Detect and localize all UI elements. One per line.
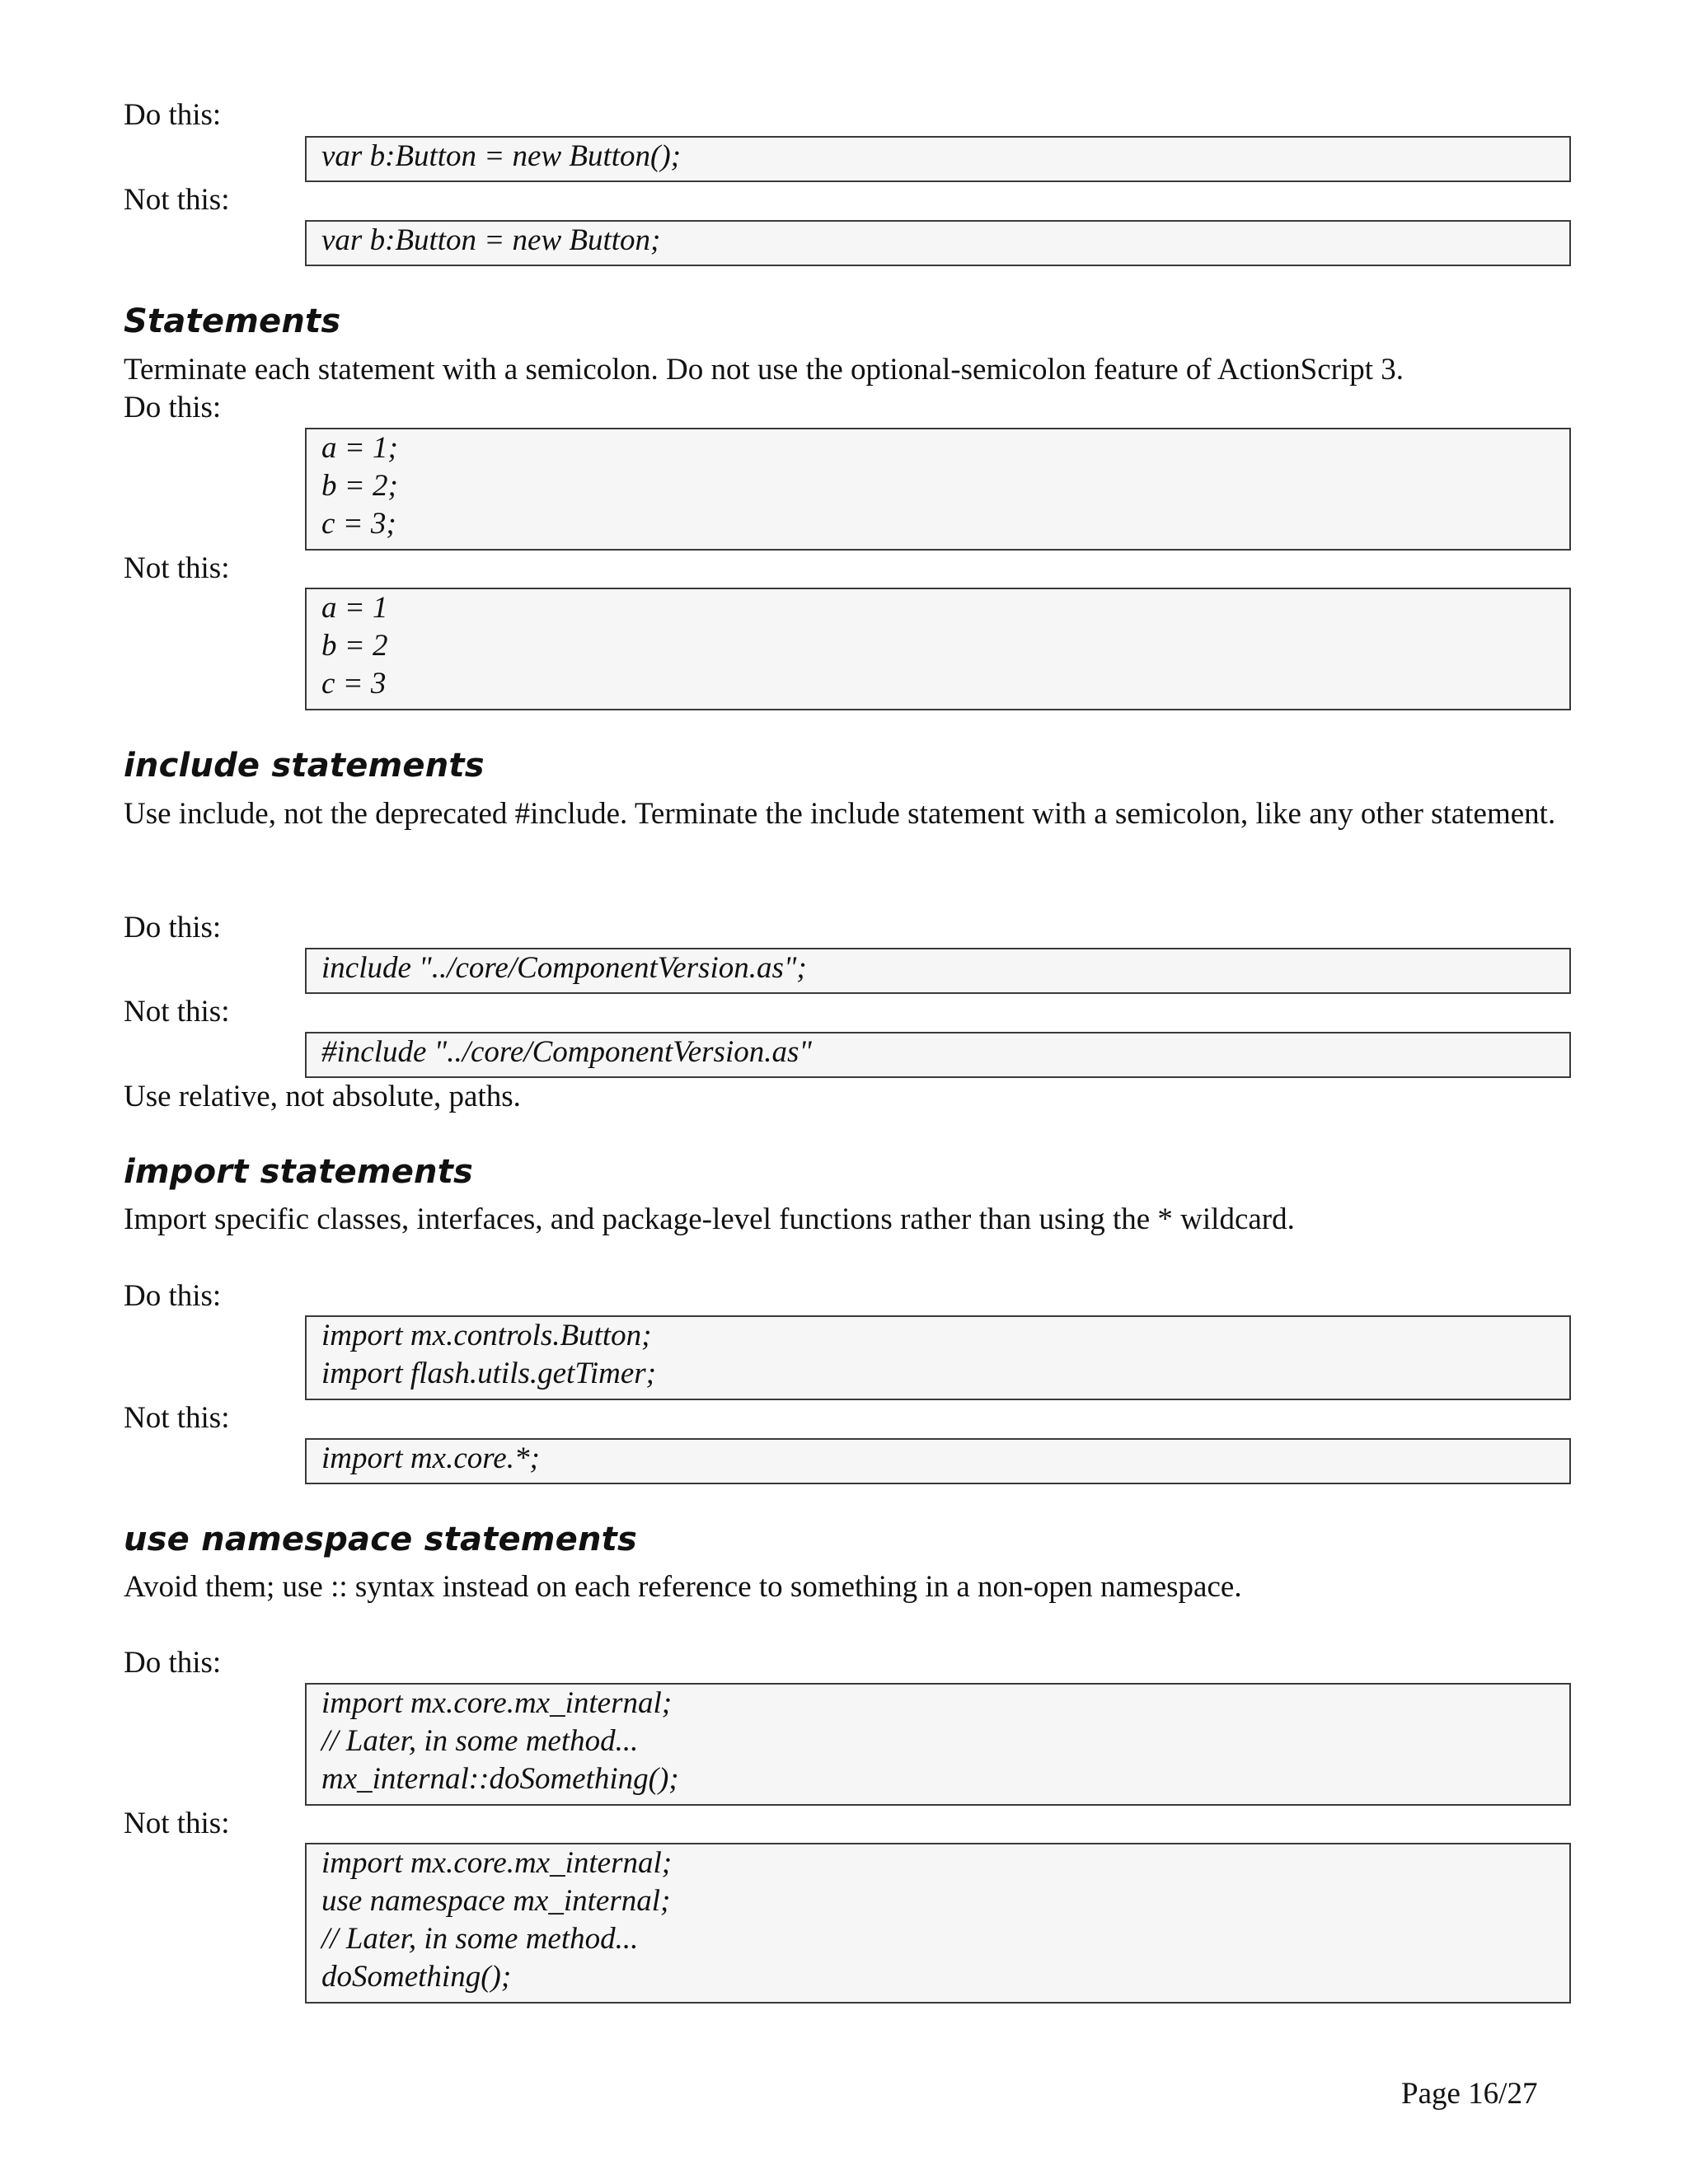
code-line: import mx.core.*; bbox=[321, 1441, 540, 1475]
code-block-do-statements bbox=[305, 428, 1571, 551]
include-description: Use include, not the deprecated #include. Terminate the include statement with a semicolon, like any other statement. bbox=[124, 797, 1556, 831]
code-block-not-include bbox=[305, 1032, 1571, 1078]
code-line: import flash.utils.getTimer; bbox=[321, 1357, 657, 1390]
code-block-do-button bbox=[305, 136, 1571, 182]
code-line: var b:Button = new Button(); bbox=[321, 139, 681, 173]
code-line: #include "../core/ComponentVersion.as" bbox=[321, 1035, 812, 1069]
not-this-label: Not this: bbox=[124, 551, 230, 585]
code-line: var b:Button = new Button; bbox=[321, 223, 661, 257]
code-block-not-import bbox=[305, 1438, 1571, 1484]
do-this-label: Do this: bbox=[124, 98, 222, 132]
code-line: mx_internal::doSomething(); bbox=[321, 1762, 679, 1796]
code-line: a = 1; bbox=[321, 431, 398, 465]
import-description: Import specific classes, interfaces, and package-level functions rather than using the * wildcard. bbox=[124, 1202, 1295, 1236]
code-line: import mx.core.mx_internal; bbox=[321, 1846, 673, 1880]
not-this-label: Not this: bbox=[124, 1807, 230, 1840]
code-line: // Later, in some method... bbox=[321, 1724, 639, 1758]
not-this-label: Not this: bbox=[124, 183, 230, 217]
code-line: b = 2; bbox=[321, 469, 398, 503]
code-line: c = 3; bbox=[321, 507, 396, 541]
include-note: Use relative, not absolute, paths. bbox=[124, 1080, 521, 1113]
code-line: doSomething(); bbox=[321, 1960, 512, 1994]
section-heading-import: import statements bbox=[124, 1153, 474, 1191]
section-heading-namespace: use namespace statements bbox=[124, 1521, 638, 1558]
code-line: c = 3 bbox=[321, 667, 387, 701]
code-block-do-include bbox=[305, 948, 1571, 994]
section-heading-statements: Statements bbox=[124, 302, 341, 340]
code-line: import mx.controls.Button; bbox=[321, 1319, 652, 1352]
not-this-label: Not this: bbox=[124, 995, 230, 1029]
code-block-not-button bbox=[305, 220, 1571, 266]
page-number: Page 16/27 bbox=[1401, 2077, 1538, 2111]
statements-description: Terminate each statement with a semicolon. Do not use the optional-semicolon feature of ActionScript 3. bbox=[124, 353, 1404, 387]
code-line: include "../core/ComponentVersion.as"; bbox=[321, 951, 807, 985]
code-line: use namespace mx_internal; bbox=[321, 1884, 671, 1918]
code-line: b = 2 bbox=[321, 629, 388, 663]
code-line: a = 1 bbox=[321, 591, 388, 625]
do-this-label: Do this: bbox=[124, 391, 222, 424]
do-this-label: Do this: bbox=[124, 911, 222, 944]
code-block-not-statements bbox=[305, 588, 1571, 710]
do-this-label: Do this: bbox=[124, 1279, 222, 1313]
code-line: // Later, in some method... bbox=[321, 1922, 639, 1956]
namespace-description: Avoid them; use :: syntax instead on each reference to something in a non-open namespace. bbox=[124, 1570, 1242, 1604]
do-this-label: Do this: bbox=[124, 1646, 222, 1680]
section-heading-include: include statements bbox=[124, 747, 485, 785]
code-block-do-namespace bbox=[305, 1683, 1571, 1806]
not-this-label: Not this: bbox=[124, 1401, 230, 1435]
code-block-not-namespace bbox=[305, 1843, 1571, 2004]
code-line: import mx.core.mx_internal; bbox=[321, 1686, 673, 1720]
code-block-do-import bbox=[305, 1315, 1571, 1400]
